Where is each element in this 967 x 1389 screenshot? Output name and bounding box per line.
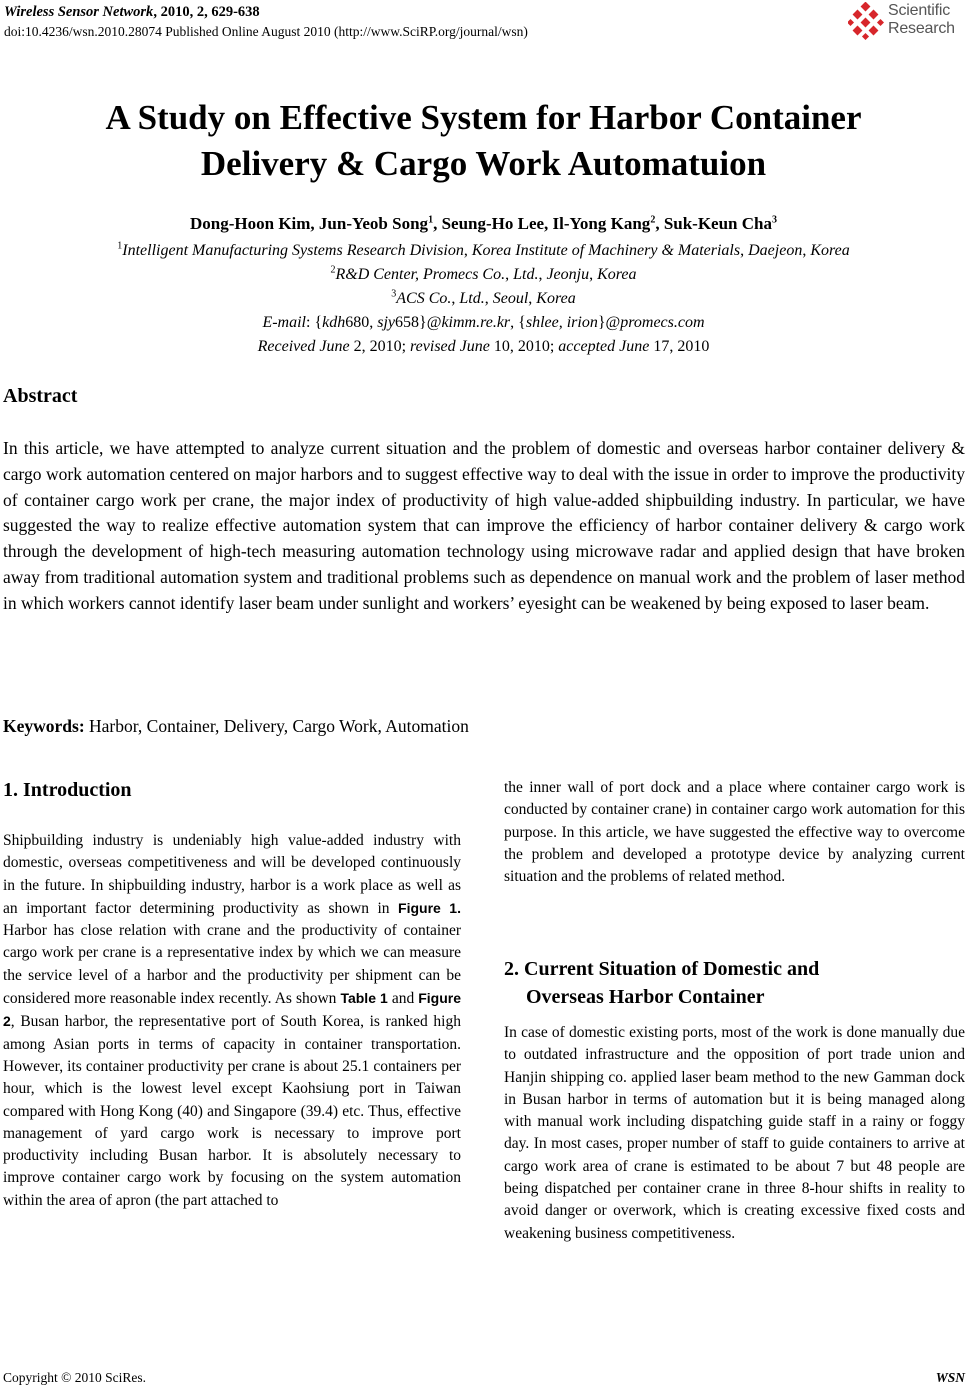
table-1-ref: Table 1 [340, 990, 388, 1007]
logo-text-line1: Scientific [888, 2, 951, 19]
accepted-label: accepted June [558, 338, 650, 355]
intro-and: and [387, 990, 419, 1008]
aff1-sup: 1 [117, 240, 123, 252]
journal-abbreviation: WSN [935, 1370, 965, 1385]
figure-2-ref: Figure 2 [3, 990, 462, 1030]
title-line-1: A Study on Effective System for Harbor Container [105, 98, 862, 137]
affiliation-3: $^3$ACS Co., Ltd., Seoul, Korea [391, 288, 576, 307]
received-date: 2, 2010; [349, 338, 411, 355]
abstract-heading: Abstract [3, 385, 78, 407]
email-domain-2: promecs.com [620, 314, 705, 331]
aff1-city: Daejeon [748, 242, 803, 259]
affiliation-1: $^1$Intelligent Manufacturing Systems Research Division, Korea Institute of Machinery & Materials, Daejeon, Korea [117, 240, 850, 259]
revised-date: 10, 2010; [489, 338, 559, 355]
email-line: E-mail: {kdh680, sjy658}@kimm.re.kr, {shlee, irion}@promecs.com [262, 314, 705, 331]
aff1-country: Korea [810, 242, 850, 259]
intro-text-2: Harbor has close relation with crane and the productivity of container cargo work per crane is a representative index by which we can measure the service level of a harbor and the productivity per shipment can be considered more reasonable index recently. As shown [3, 922, 461, 1008]
intro-text-1: Shipbuilding industry is undeniably high value-added industry with domestic, overseas competitiveness and will be developed continuously in the future. In shipbuilding industry, harbor is a work place as well as an important factor determining productivity as shown in [3, 832, 461, 917]
accepted-date: 17, 2010 [649, 338, 710, 355]
intro-paragraph [3, 830, 461, 1212]
intro-paragraph-continued: the inner wall of port dock and a place where container cargo work is conducted by container crane) in container cargo work automation for this purpose. In this article, we have suggested the effective way to overcome the problem and developed a prototype device by analyzing current situation and the problems of related method. [504, 779, 965, 886]
aff2-country: Korea [597, 266, 637, 283]
author-names-1: Dong-Hoon Kim, Jun-Yeob Song [190, 214, 429, 233]
aff2-sup: 2 [330, 264, 336, 276]
email-group-2: shlee, irion [525, 314, 598, 331]
received-dates [0, 336, 967, 358]
paper-title [0, 95, 967, 187]
section-2-body: In case of domestic existing ports, most of the work is done manually due to outdated infrastructure and the opposition of port trade union and Hanjin shipping co. applied laser beam method to the new Gamman dock in Busan harbor in terms of automation but it is being managed along with manual work including dispatching guide staff in a rainy or foggy day. In most cases, proper number of staff to guide containers to arrive at cargo work area of crane is estimated to be about 7 but 48 people are being dispatched per container crane in three 8-hour shifts in reality to avoid danger or overwork, which is creating excessive fixed costs and weakening business competitiveness. [504, 1024, 965, 1242]
email-sjy: sjy [377, 314, 396, 331]
email-number-1: 680, [345, 314, 378, 331]
email-number-2: 658}@ [395, 314, 442, 331]
email-label: E-mail [262, 314, 306, 331]
scientific-research-logo-icon [848, 2, 884, 40]
aff3-company: ACS Co. [396, 290, 452, 307]
journal-citation [4, 3, 260, 21]
received-label: Received June [257, 338, 350, 355]
author-names-3: , Suk-Keun Cha [655, 214, 772, 233]
aff2-center: R&D Center, Promecs Co. [335, 266, 506, 283]
affiliation-2: $^2$R&D Center, Promecs Co., Ltd., Jeonju, Korea [330, 264, 637, 283]
section-2-heading-line1: 2. Current Situation of Domestic and [504, 958, 820, 980]
revised-label: revised June [410, 338, 490, 355]
aff2-ltd: Ltd. [513, 266, 539, 283]
doi-line: doi:10.4236/wsn.2010.28074 Published Online August 2010 (http://www.SciRP.org/journal/wsn) [4, 24, 528, 39]
section-2-heading [504, 955, 965, 1011]
keywords-label: Keywords: [3, 716, 85, 736]
publisher-logo [848, 0, 966, 44]
author-sup-1: 1 [428, 214, 434, 226]
aff3-sup: 3 [391, 288, 397, 300]
aff3-city: Seoul [492, 290, 529, 307]
journal-volume: , 2010, 2, 629-638 [153, 4, 260, 20]
author-names-2: , Seung-Ho Lee, Il-Yong Kang [433, 214, 651, 233]
aff1-division: Intelligent Manufacturing Systems Research Division [122, 242, 464, 259]
intro-text-3: , Busan harbor, the representative port of South Korea, is ranked high among Asian ports in terms of capacity in container transportation. However, its container productivity per crane is about 25.1 containers per hour, which is the lowest level except Kaohsiung port in Taiwan compared with Hong Kong (40) and Singapore (39.4) etc. Thus, effective management of yard cargo work is necessary to improve port productivity including Busan harbor. It is absolutely necessary to improve container cargo work by focusing on the system automation within the area of apron (the part attached to [3, 1013, 461, 1209]
keywords-text: Harbor, Container, Delivery, Cargo Work, Automation [84, 716, 469, 736]
aff2-city: Jeonju [546, 266, 590, 283]
copyright: Copyright © 2010 SciRes. [3, 1370, 147, 1385]
journal-name: Wireless Sensor Network [4, 4, 154, 20]
email-domain-1: kimm.re.kr [441, 314, 511, 331]
aff3-country: Korea [536, 290, 576, 307]
aff1-institute: Korea Institute of Machinery & Materials [471, 242, 741, 259]
author-sup-2: 2 [650, 214, 656, 226]
author-sup-3: 3 [772, 214, 777, 226]
section-1-heading: 1. Introduction [3, 779, 132, 801]
section-2-heading-line2: Overseas Harbor Container [526, 986, 765, 1008]
title-line-2: Delivery & Cargo Work Automatuion [200, 144, 767, 183]
email-kdh: kdh [322, 314, 346, 331]
keywords-line [3, 714, 469, 738]
abstract-body: In this article, we have attempted to analyze current situation and the problem of domestic and overseas harbor container delivery & cargo work automation centered on major harbors and to suggest effective way to deal with the issue in order to improve the productivity of container cargo work per crane, the major index of productivity of high value-added shipbuilding industry. In particular, we have suggested the way to realize effective automation system that can improve the efficiency of harbor container delivery & cargo work through the development of high-tech measuring automation technology using microwave radar and applied design that have broken away from traditional automation system and traditional problems such as dependence on manual work and the problem of laser method in which workers cannot identify laser beam under sunlight and workers’ eyesight can be weakened by being exposed to laser beam. [3, 438, 965, 613]
aff3-ltd: Ltd. [459, 290, 485, 307]
figure-1-ref: Figure 1. [398, 899, 461, 916]
logo-text-line2: Research [888, 20, 955, 37]
author-list [0, 213, 967, 235]
